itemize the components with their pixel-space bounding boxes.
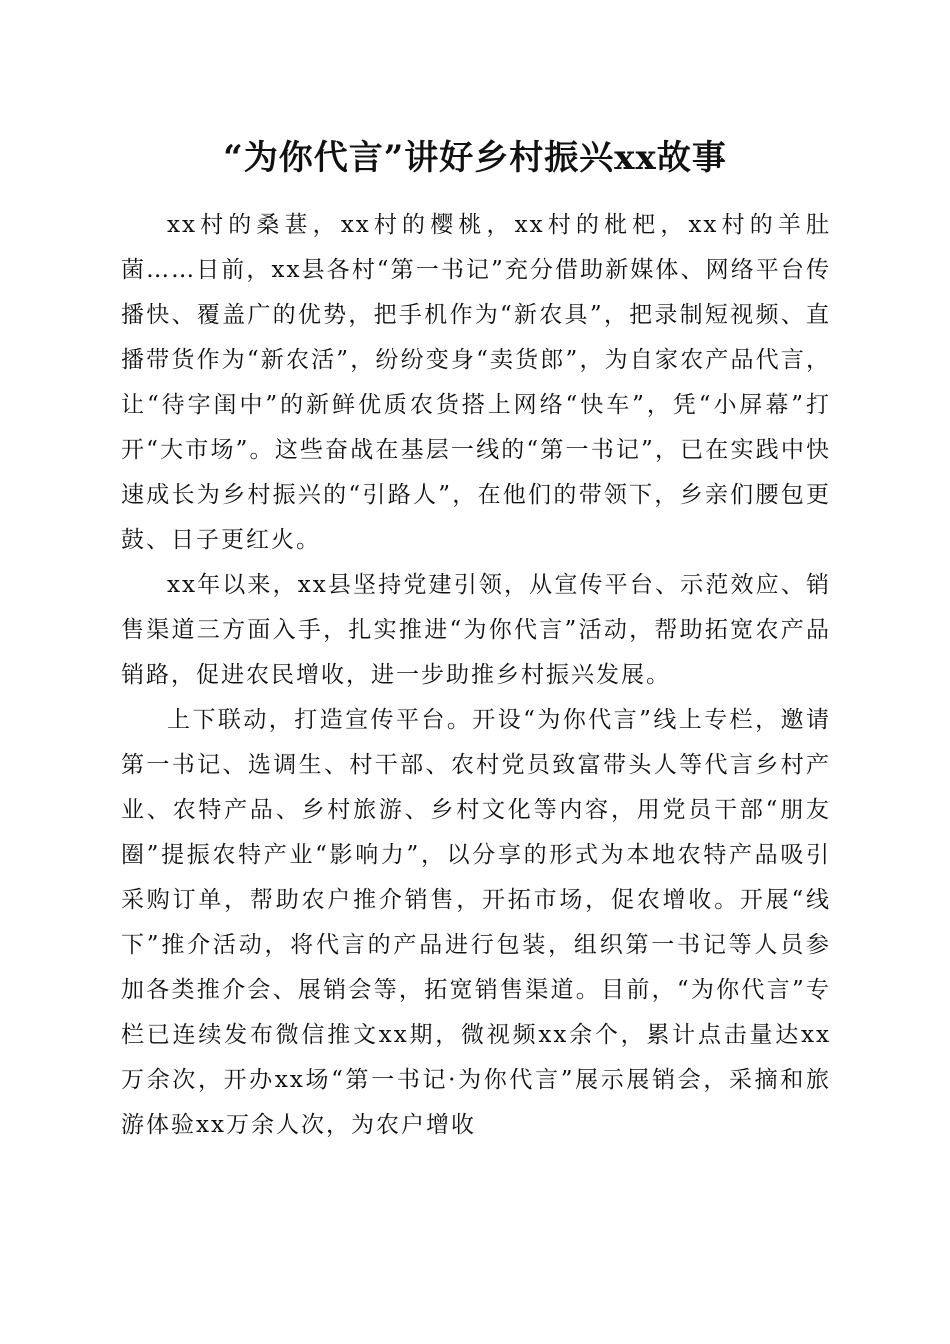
document-title: “为你代言”讲好乡村振兴xx故事 <box>223 138 727 178</box>
paragraph-2: xx年以来，xx县坚持党建引领，从宣传平台、示范效应、销售渠道三方面入手，扎实推进“为你代言”活动，帮助拓宽农产品销路，促进农民增收，进一步助推乡村振兴发展。 <box>121 572 831 688</box>
paragraph-3: 上下联动，打造宣传平台。开设“为你代言”线上专栏，邀请第一书记、选调生、村干部、农村党员致富带头人等代言乡村产业、农特产品、乡村旅游、乡村文化等内容，用党员干部“朋友圈”提振农特产业“影响力”，以分享的形式为本地农特产品吸引采购订单，帮助农户推介销售，开拓市场，促农增收。开展“线下”推介活动，将代言的产品进行包装，组织第一书记等人员参加各类推介会、展销会等，拓宽销售渠道。目前，“为你代言”专栏已连续发布微信推文xx期，微视频xx余个，累计点击量达xx万余次，开办xx场“第一书记·为你代言”展示展销会，采摘和旅游体验xx万余人次，为农户增收 <box>121 707 831 1138</box>
paragraph-1: xx村的桑葚，xx村的樱桃，xx村的枇杷，xx村的羊肚菌……日前，xx县各村“第一书记”充分借助新媒体、网络平台传播快、覆盖广的优势，把手机作为“新农具”，把录制短视频、直播带货作为“新农活”，纷纷变身“卖货郎”，为自家农产品代言，让“待字闺中”的新鲜优质农货搭上网络“快车”，凭“小屏幕”打开“大市场”。这些奋战在基层一线的“第一书记”，已在实践中快速成长为乡村振兴的“引路人”，在他们的带领下，乡亲们腰包更鼓、日子更红火。 <box>121 212 831 553</box>
document-body <box>121 203 831 1148</box>
